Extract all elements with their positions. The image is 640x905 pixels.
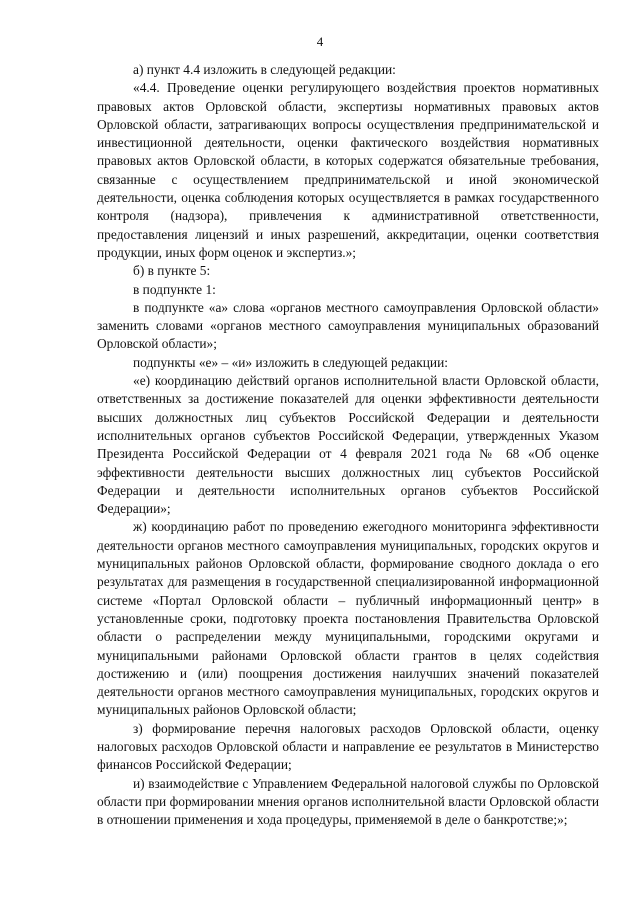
paragraph-subitems-intro: подпункты «е» – «и» изложить в следующей редакции:: [133, 354, 448, 370]
paragraph-subitem-1: в подпункте 1:: [133, 281, 216, 297]
paragraph-item-b: б) в пункте 5:: [133, 263, 211, 279]
document-body: [97, 61, 599, 829]
paragraph-subitem-i: и) взаимодействие с Управлением Федеральной налоговой службы по Орловской области при формировании мнения органов исполнительной власти Орловской области в отношении применения и хода процедуры, применяемой в деле о банкротстве;»;: [97, 775, 599, 828]
paragraph-subitem-e: «е) координацию действий органов исполнительной власти Орловской области, ответственных за достижение показателей для оценки эффективности деятельности высших должностных лиц субъектов Российской Федерации и деятельности исполнительных органов субъектов Российской Федерации, утвержденных Указом Президента Российской Федерации от 4 февраля 2021 года № 68 «Об оценке эффективности деятельности высших должностных лиц субъектов Российской Федерации и деятельности исполнительных органов субъектов Российской Федерации»;: [97, 373, 599, 517]
paragraph-clause-4-4: «4.4. Проведение оценки регулирующего воздействия проектов нормативных правовых актов Орловской области, экспертизы нормативных правовых актов Орловской области, затрагивающих вопросы осуществления предпринимательской и инвестиционной деятельности, оценки фактического воздействия нормативных правовых актов Орловской области, в которых содержатся обязательные требования, связанные с осуществлением предпринимательской и иной экономической деятельности, оценка соблюдения которых осуществляется в рамках государственного контроля (надзора), привлечения к административной ответственности, предоставления лицензий и иных разрешений, аккредитации, оценки соответствия продукции, иных форм оценок и экспертиз.»;: [97, 80, 599, 260]
paragraph-subitem-zh: ж) координацию работ по проведению ежегодного мониторинга эффективности деятельности органов местного самоуправления муниципальных, городских округов и муниципальных районов Орловской области, формирование сводного доклада о его результатах для размещения в государственной специализированной информационной системе «Портал Орловской области – публичный информационный центр» в установленные сроки, подготовку проекта постановления Правительства Орловской области о распределении между муниципальными, городскими округами и муниципальными районами Орловской области грантов в целях содействия достижению и (или) поощрения достижения наилучших значений показателей деятельности органов местного самоуправления муниципальных, городских округов и муниципальных районов Орловской области;: [97, 519, 599, 718]
paragraph-item-a: а) пункт 4.4 изложить в следующей редакции:: [133, 62, 396, 77]
paragraph-subitem-a-replace: в подпункте «а» слова «органов местного самоуправления Орловской области» заменить словами «органов местного самоуправления муниципальных образований Орловской области»;: [97, 299, 599, 352]
page-number: 4: [316, 34, 324, 49]
paragraph-subitem-z: з) формирование перечня налоговых расходов Орловской области, оценку налоговых расходов Орловской области и направление ее результатов в Министерство финансов Российской Федерации;: [97, 720, 599, 773]
